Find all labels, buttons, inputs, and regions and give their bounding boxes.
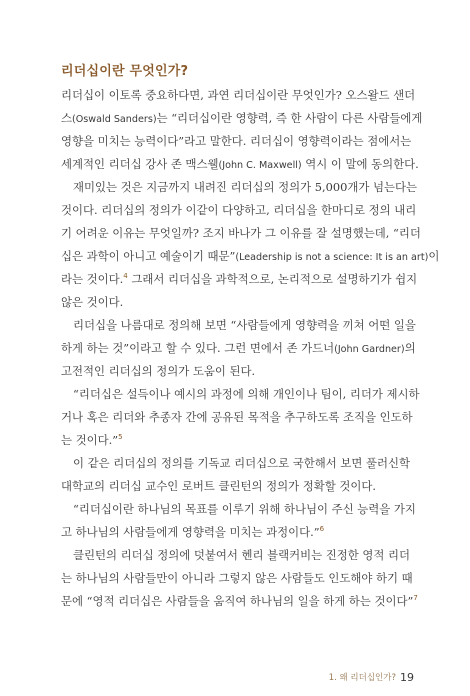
text-line: [61, 130, 413, 153]
text-line: [61, 199, 417, 222]
line-text: 고전적인 리더십의 정의가 도움이 된다.: [61, 364, 256, 378]
line-text: 기 어려운 이유는 무엇일까? 조지 바나가 그 이유를 잘 설명했는데, “리더: [61, 226, 421, 240]
line-text: 십은 과학이 아니고 예술이기 때문”: [61, 249, 236, 263]
text-line: [61, 314, 416, 337]
text-line: [61, 222, 421, 245]
text-line: [61, 544, 413, 567]
running-title: 1. 왜 리더십인가?: [328, 673, 396, 683]
line-text: 리더십이 이토록 중요하다면, 과연 리더십이란 무엇인가? 오스왈드 샌더: [61, 88, 416, 102]
line-text: 리더십을 나름대로 정의해 보면 “사람들에게 영향력을 끼쳐 어떤 일을: [73, 318, 416, 332]
line-text: 문에 “영적 리더십은 사람들을 움직여 하나님의 일을 하게 하는 것이다”: [61, 594, 414, 608]
text-line: [61, 406, 413, 429]
latin-name: (Leadership is not a science: It is an art): [235, 252, 429, 263]
footnote-marker: 7: [413, 594, 418, 603]
text-line: [61, 429, 413, 452]
line-text: 세계적인 리더십 강사 존 맥스웰: [61, 157, 219, 171]
text-line: [61, 176, 418, 199]
text-line: [61, 107, 423, 130]
line-text: 클린턴의 리더십 정의에 덧붙여서 헨리 블랙커비는 진정한 영적 리더: [73, 548, 411, 562]
text-line: [61, 291, 413, 314]
line-text: 않은 것이다.: [61, 295, 124, 309]
text-line: [61, 245, 440, 268]
line-text: 는 것이다.”: [61, 433, 119, 447]
text-line: [61, 590, 418, 613]
latin-name: (John Gardner): [334, 344, 405, 355]
line-text: 대학교의 리더십 교수인 로버트 클린턴의 정의가 정확할 것이다.: [61, 479, 377, 493]
line-text: “리더십이란 하나님의 목표를 이루기 위해 하나님이 주신 능력을 가지: [73, 502, 416, 516]
text-line: [61, 498, 416, 521]
text-line: [61, 268, 418, 291]
text-line: [61, 521, 413, 544]
line-text: 는 하나님의 사람들만이 아니라 그렇지 않은 사람들도 인도해야 하기 때: [61, 571, 413, 585]
footnote-marker: 6: [319, 525, 325, 534]
footnote-marker: 5: [118, 433, 123, 442]
text-line: [61, 452, 413, 475]
line-text-continued: 그래서 리더십을 과학적으로, 논리적으로 설명하기가 쉽지: [127, 272, 418, 286]
line-text: 것이다. 리더십의 정의가 이같이 다양하고, 리더십을 한마디로 정의 내리: [61, 203, 417, 217]
line-text-continued: 는 “리더십이란 영향력, 즉 한 사람이 다른 사람들에게: [156, 111, 423, 125]
latin-name: (John C. Maxwell): [218, 160, 302, 171]
text-line: [61, 383, 420, 406]
line-text: 고 하나님의 사람들에게 영향력을 미치는 과정이다.”: [61, 525, 320, 539]
text-line: [61, 84, 416, 107]
line-text: 영향을 미치는 능력이다”라고 말한다. 리더십이 영향력이라는 점에서는: [61, 134, 412, 148]
line-text-continued: 의: [404, 341, 416, 355]
text-line: [61, 360, 413, 383]
body-text: [61, 84, 440, 613]
line-text-continued: 이: [428, 249, 440, 263]
text-line: [61, 475, 413, 498]
text-line: [61, 153, 419, 176]
latin-name: (Oswald Sanders): [72, 114, 157, 125]
line-text: 하게 하는 것”이라고 할 수 있다. 그런 면에서 존 가드너: [61, 341, 335, 355]
page-number: 19: [400, 671, 414, 684]
line-text: 거나 혹은 리더와 추종자 간에 공유된 목적을 추구하도록 조직을 인도하: [61, 410, 413, 424]
page-footer: [318, 666, 414, 685]
line-text: 스: [61, 111, 73, 125]
line-text: 라는 것이다.: [61, 272, 124, 286]
line-text: “리더십은 설득이나 예시의 과정에 의해 개인이나 팀이, 리더가 제시하: [73, 387, 420, 401]
line-text: 재미있는 것은 지금까지 내려진 리더십의 정의가 5,000개가 넘는다는: [73, 180, 418, 194]
line-text: 이 같은 리더십의 정의를 기독교 리더십으로 국한해서 보면 풀러신학: [73, 456, 411, 470]
text-line: [61, 337, 416, 360]
line-text-continued: 역시 이 말에 동의한다.: [301, 157, 419, 171]
text-line: [61, 567, 413, 590]
footnote-marker: 4: [123, 272, 128, 281]
section-heading: 리더십이란 무엇인가?: [61, 64, 189, 79]
